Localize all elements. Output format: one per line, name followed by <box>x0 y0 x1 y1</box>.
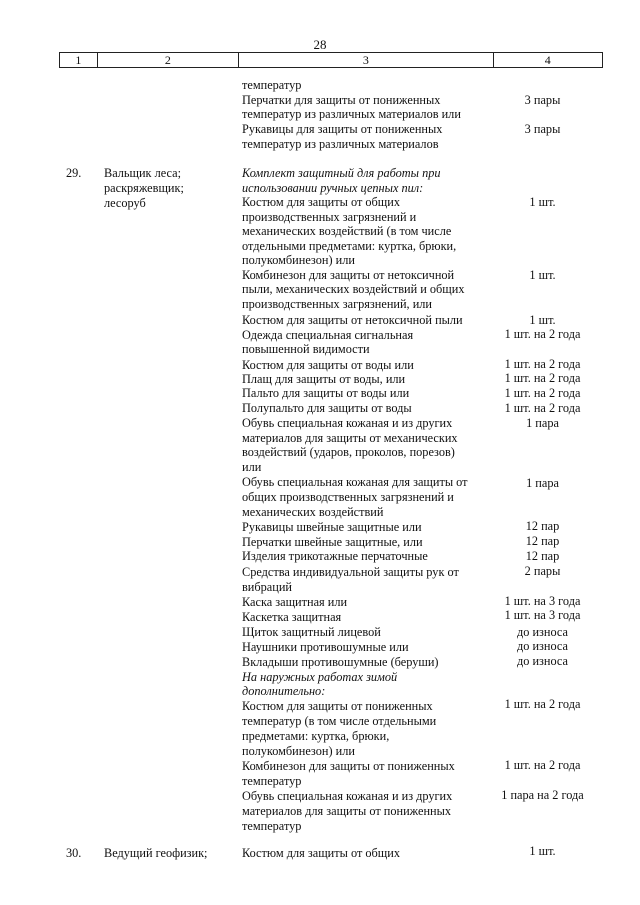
quantity: 12 пар <box>525 549 560 563</box>
ppe-line: Средства индивидуальной защиты рук от <box>242 565 459 579</box>
ppe-line: материалов для защиты от механических <box>242 431 458 445</box>
ppe-line: температур <box>242 819 302 833</box>
ppe-line: Костюм для защиты от общих <box>242 195 400 209</box>
quantity: 1 пара <box>526 476 559 490</box>
quantity: 1 шт. <box>529 195 556 209</box>
cont-line: Перчатки для защиты от пониженных <box>242 93 441 107</box>
row-number: 30. <box>66 846 82 860</box>
header-col-4: 4 <box>544 53 551 67</box>
quantity: 1 шт. на 2 года <box>504 697 581 711</box>
ppe-subheading: На наружных работах зимой <box>242 670 398 684</box>
ppe-line: Вкладыши противошумные (беруши) <box>242 655 439 669</box>
ppe-line: Наушники противошумные или <box>242 640 409 654</box>
quantity: 1 пара на 2 года <box>501 788 584 802</box>
ppe-subheading: Комплект защитный для работы при <box>242 166 441 180</box>
quantity: 1 шт. на 2 года <box>504 357 581 371</box>
ppe-line: Рукавицы швейные защитные или <box>242 520 422 534</box>
quantity: 1 шт. <box>529 313 556 327</box>
ppe-line: Перчатки швейные защитные, или <box>242 535 423 549</box>
header-col-1: 1 <box>60 53 98 67</box>
ppe-line: материалов для защиты от пониженных <box>242 804 452 818</box>
occupation-line: Ведущий геофизик; <box>104 846 208 860</box>
ppe-line: отдельными предметами: куртка, брюки, <box>242 239 457 253</box>
cont-line: температур из различных материалов или <box>242 107 461 121</box>
ppe-line: Комбинезон для защиты от пониженных <box>242 759 455 773</box>
ppe-line: общих производственных загрязнений и <box>242 490 454 504</box>
ppe-line: Одежда специальная сигнальная <box>242 328 414 342</box>
ppe-line: Изделия трикотажные перчаточные <box>242 549 428 563</box>
cont-line: Рукавицы для защиты от пониженных <box>242 122 443 136</box>
ppe-line: Пальто для защиты от воды или <box>242 386 410 400</box>
ppe-line: полукомбинезон) или <box>242 253 355 267</box>
header-col-3: 3 <box>239 53 494 67</box>
ppe-line: температур <box>242 774 302 788</box>
ppe-line: Каска защитная или <box>242 595 348 609</box>
cont-line: температур из различных материалов <box>242 137 439 151</box>
quantity: 12 пар <box>525 519 560 533</box>
quantity: 1 шт. на 2 года <box>504 386 581 400</box>
ppe-line: Обувь специальная кожаная и из других <box>242 416 453 430</box>
ppe-line: механических воздействий (в том числе <box>242 224 452 238</box>
occupation-line: раскряжевщик; <box>104 181 184 195</box>
ppe-line: полукомбинезон) или <box>242 744 355 758</box>
cont-quantity: 3 пары <box>524 122 561 136</box>
ppe-line: повышенной видимости <box>242 342 370 356</box>
quantity: 1 шт. <box>529 844 556 858</box>
ppe-line: Костюм для защиты от общих <box>242 846 400 860</box>
page-number: 28 <box>313 37 327 52</box>
ppe-line: Полупальто для защиты от воды <box>242 401 412 415</box>
quantity: 1 шт. на 3 года <box>504 594 581 608</box>
ppe-line: температур (в том числе отдельными <box>242 714 437 728</box>
cont-line: температур <box>242 78 302 92</box>
ppe-line: Костюм для защиты от воды или <box>242 358 414 372</box>
ppe-line: Костюм для защиты от нетоксичной пыли <box>242 313 463 327</box>
ppe-line: пыли, механических воздействий и общих <box>242 282 465 296</box>
ppe-line: вибраций <box>242 580 292 594</box>
occupation-line: Вальщик леса; <box>104 166 181 180</box>
row-number: 29. <box>66 166 82 180</box>
quantity: 1 шт. на 3 года <box>504 608 581 622</box>
ppe-line: механических воздействий <box>242 505 384 519</box>
quantity: 1 шт. на 2 года <box>504 401 581 415</box>
table-header <box>59 52 603 68</box>
ppe-subheading: дополнительно: <box>242 684 326 698</box>
ppe-line: Обувь специальная кожаная для защиты от <box>242 475 468 489</box>
quantity: 2 пары <box>524 564 561 578</box>
ppe-line: Плащ для защиты от воды, или <box>242 372 406 386</box>
ppe-line: Каскетка защитная <box>242 610 342 624</box>
quantity: до износа <box>516 639 569 653</box>
ppe-line: предметами: куртка, брюки, <box>242 729 390 743</box>
ppe-line: воздействий (ударов, проколов, порезов) <box>242 445 455 459</box>
ppe-line: или <box>242 460 262 474</box>
quantity: 1 шт. <box>529 268 556 282</box>
ppe-line: Костюм для защиты от пониженных <box>242 699 433 713</box>
quantity: до износа <box>516 654 569 668</box>
quantity: 1 пара <box>526 416 559 430</box>
header-col-2: 2 <box>98 53 239 67</box>
quantity: 1 шт. на 2 года <box>504 371 581 385</box>
quantity: 1 шт. на 2 года <box>504 327 581 341</box>
quantity: 12 пар <box>525 534 560 548</box>
cont-quantity: 3 пары <box>524 93 561 107</box>
ppe-line: производственных загрязнений и <box>242 210 417 224</box>
ppe-line: производственных загрязнений, или <box>242 297 433 311</box>
occupation-line: лесоруб <box>104 196 146 210</box>
ppe-line: Щиток защитный лицевой <box>242 625 381 639</box>
ppe-line: Обувь специальная кожаная и из других <box>242 789 453 803</box>
ppe-line: Комбинезон для защиты от нетоксичной <box>242 268 455 282</box>
quantity: 1 шт. на 2 года <box>504 758 581 772</box>
quantity: до износа <box>516 625 569 639</box>
ppe-subheading: использовании ручных цепных пил: <box>242 181 424 195</box>
